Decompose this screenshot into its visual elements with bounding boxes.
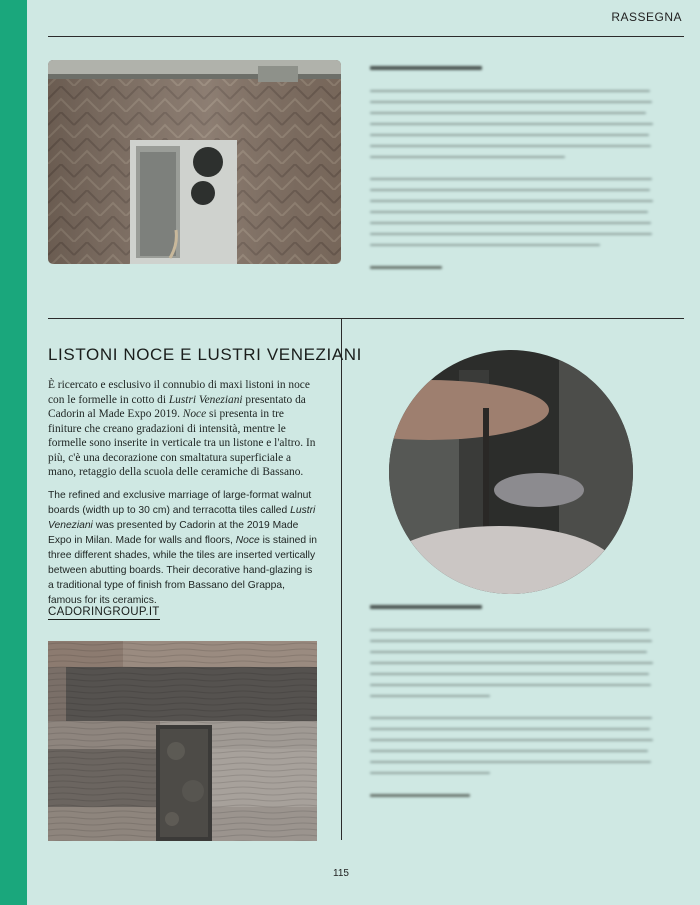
top-rule [48,36,684,37]
en-run: is stained in three different shades, while the tiles are inserted vertically between abutting boards. Their decorative hand-glazing is a traditional type of finish from Bassano del Grappa, famous for its ceramics. [48,535,318,606]
en-run: was presented by Cadorin at the 2019 Made Expo in Milan. Made for walls and floors, [48,520,299,546]
section-label: RASSEGNA [611,10,682,24]
blurred-text-column-bottom [370,605,654,797]
column-rule [341,318,342,840]
section-rule [48,318,684,319]
walnut-boards-illustration [48,641,317,841]
article-title: LISTONI NOCE E LUSTRI VENEZIANI [48,345,362,364]
page-number: 115 [333,868,349,879]
it-run: È ricercato e esclusivo il connubio di maxi listoni in noce con le formelle in cotto di [48,379,310,406]
tables-circle-illustration [389,350,633,594]
it-run: si presenta in tre finiture che creano gradazioni di intensità, mentre le formelle sono inserite in verticale tra un listone e l'altro. In più, c'è una decorazione con smaltatura superficiale a mano, retaggio della scuola delle ceramiche di Bassano. [48,408,316,478]
it-run: presentato da Cadorin al Made Expo 2019. [48,393,306,420]
it-run-italic: Lustri Veneziani [168,393,243,406]
italian-paragraph [48,378,320,480]
blurred-text-column-top [370,66,654,269]
sink-photo-illustration [48,60,341,264]
en-run-italic: Lustri Veneziani [48,505,316,531]
en-run: The refined and exclusive marriage of large-format walnut boards (width up to 30 cm) and terracotta tiles called [48,490,312,516]
accent-bar [0,0,27,905]
en-run-italic: Noce [235,535,260,546]
tables-circle-photo [389,350,633,594]
website-link[interactable]: CADORINGROUP.IT [48,606,160,618]
sink-photo [48,60,341,264]
english-paragraph [48,488,320,608]
it-run-italic: Noce [182,408,207,420]
walnut-boards-photo [48,641,317,841]
